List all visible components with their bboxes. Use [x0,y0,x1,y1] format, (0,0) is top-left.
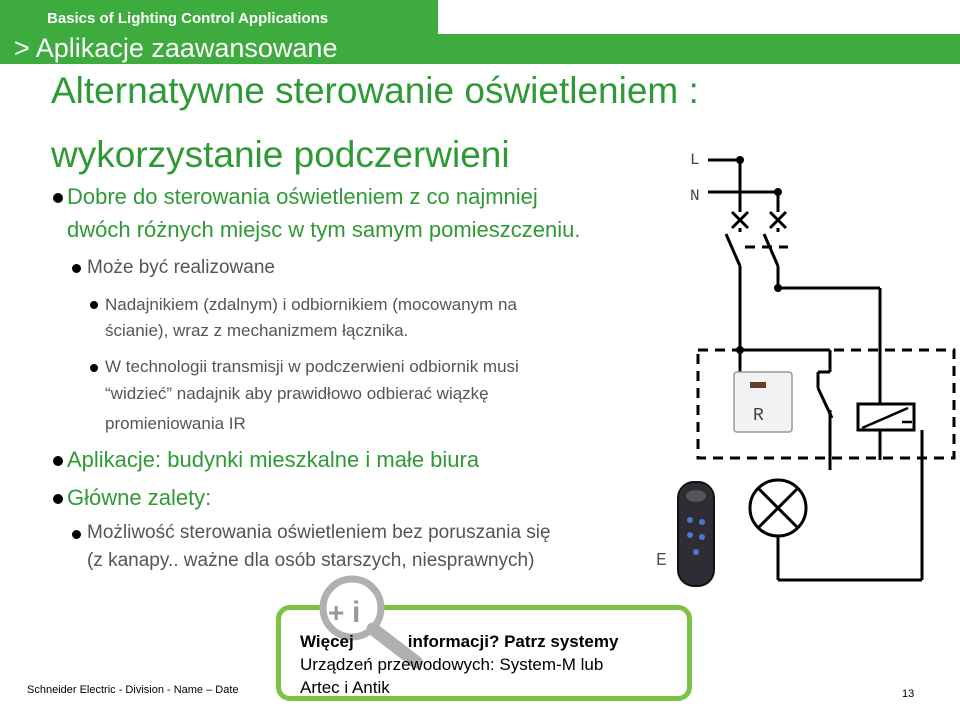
remote-button [687,517,693,523]
bullet-4-line1: W technologii transmisji w podczerwieni odbiornik musi [105,357,519,376]
slide-title-line2: wykorzystanie podczerwieni [51,134,510,175]
info-more: Więcej [300,632,354,651]
bullet-dot [53,193,63,203]
info-text [300,630,618,699]
bullet-dot [90,301,98,309]
bullet-6-text: Główne zalety: [67,485,212,510]
remote-button [699,534,705,540]
bullet-dot [53,456,63,466]
bullet-1-line2: dwóch różnych miejsc w tym samym pomieszczeniu. [67,217,581,242]
svg-text:i: i [352,596,361,629]
svg-text:+: + [328,597,345,628]
bullet-2-text: Może być realizowane [87,257,275,278]
remote-button [687,532,693,538]
page-number: 13 [902,688,915,700]
bullet-7-line2: (z kanapy.. ważne dla osób starszych, niesprawnych) [87,550,535,571]
info-question: informacji? Patrz systemy [407,632,619,651]
receiver-label: R [753,406,764,426]
info-line3: Artec i Antik [300,678,390,697]
bullet-3-line2: ścianie), wraz z mechanizmem łącznika. [105,321,409,340]
footer-text: Schneider Electric - Division - Name – Date [27,684,239,696]
bullet-dot [72,530,81,539]
remote-button [693,549,699,555]
bullet-4-line2: “widzieć” nadajnik aby prawidłowo odbierać wiązkę [105,384,489,403]
ir-window [750,382,766,388]
bullet-5-text: Aplikacje: budynki mieszkalne i małe biura [67,447,480,472]
e-label: E [656,551,667,571]
presentation-title: Basics of Lighting Control Applications [47,10,329,27]
bullet-dot [72,264,81,273]
breaker-cross-n [770,212,786,228]
label-l: L [690,151,700,169]
slide-title-line1: Alternatywne sterowanie oświetleniem : [51,70,699,111]
remote-button [699,519,705,525]
info-line2: Urządzeń przewodowych: System-M lub [300,655,604,674]
bullet-dot [90,364,98,372]
bullet-4-line3: promieniowania IR [105,414,246,433]
bullet-3-line1: Nadajnikiem (zdalnym) i odbiornikiem (mocowanym na [105,295,517,314]
bullet-7-line1: Możliwość sterowania oświetleniem bez poruszania się [87,522,551,543]
wiring-diagram [640,140,960,600]
bullet-dot [53,494,63,504]
breaker-cross-l [732,212,748,228]
label-n: N [690,187,700,205]
bullet-1-line1: Dobre do sterowania oświetleniem z co najmniej [67,184,538,209]
section-title: > Aplikacje zaawansowane [14,33,338,63]
